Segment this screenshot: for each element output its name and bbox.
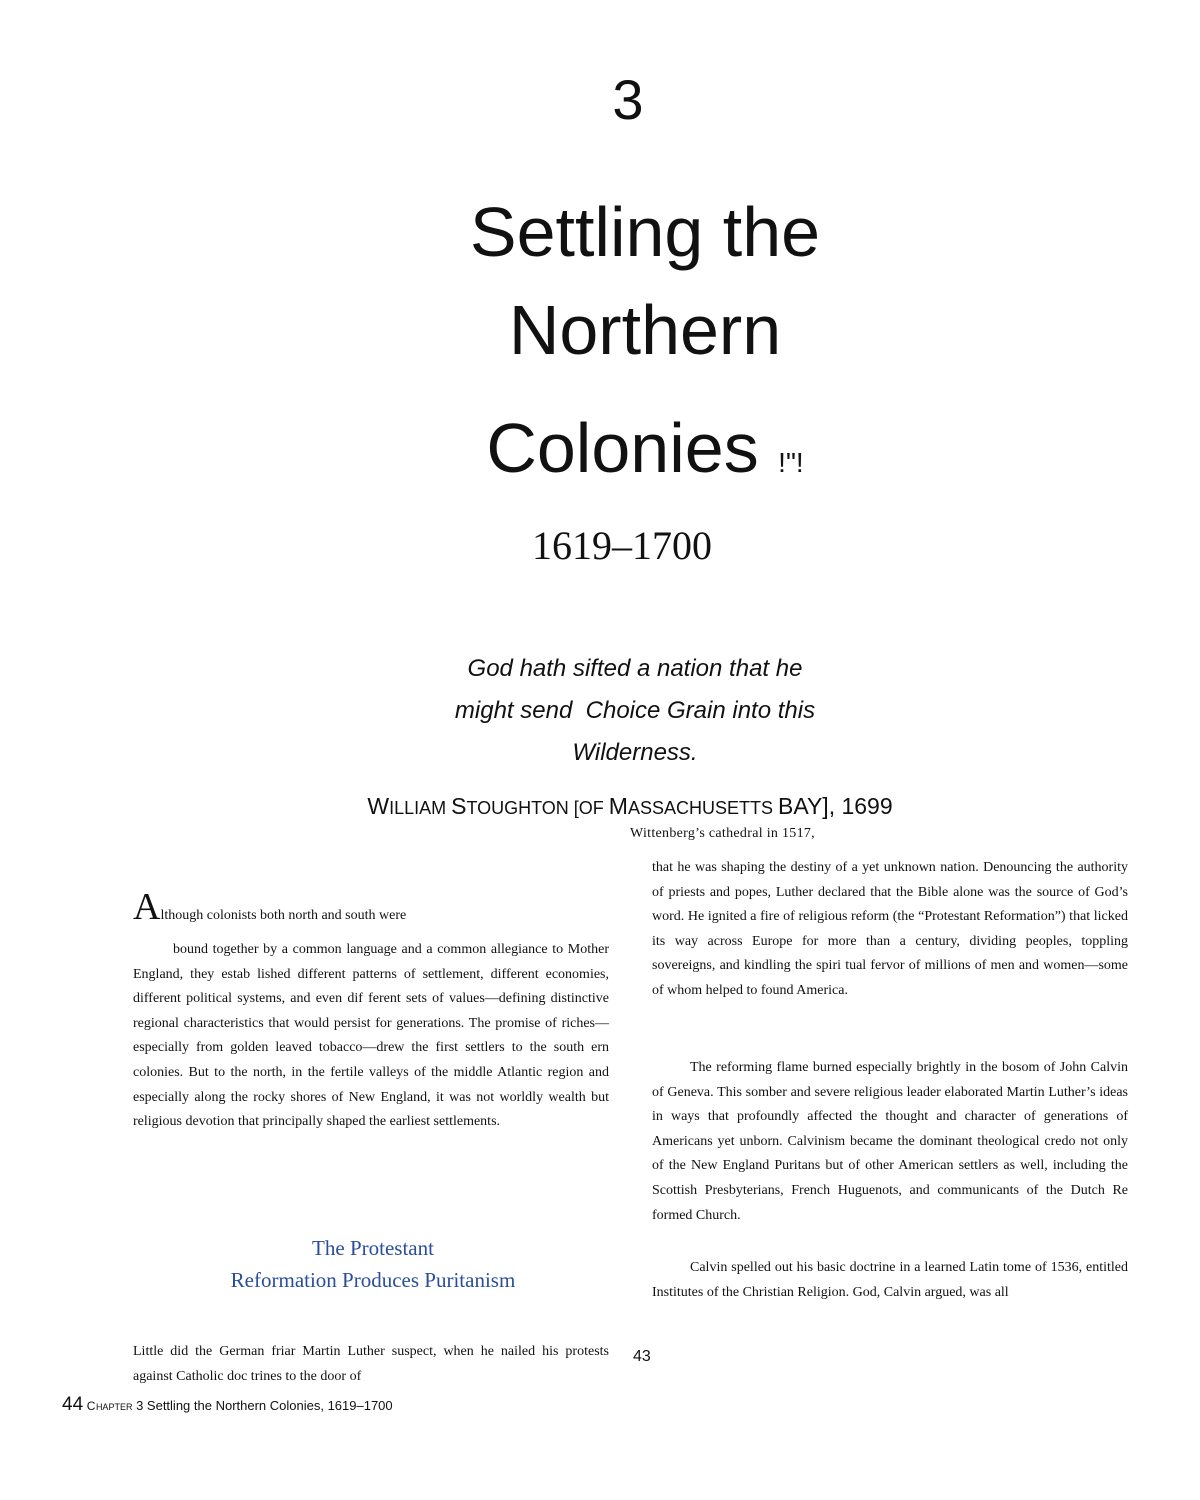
chapter-number: 3 [612, 68, 644, 131]
chapter-title-line-2: Northern [508, 291, 782, 369]
section-heading [133, 1232, 613, 1296]
attr-cap-b: B [777, 793, 794, 819]
attr-rest-m: ASSACHUSETTS [627, 798, 778, 818]
epigraph-attribution [300, 792, 960, 822]
section-heading-line-1: The Protestant [312, 1236, 434, 1260]
footer-page-number: 44 [62, 1394, 84, 1415]
chapter-title-word: Colonies [486, 409, 759, 487]
footer-chapter-rest: HAPTER [95, 1402, 133, 1412]
section-heading-line-2: Reformation Produces Puritanism [230, 1268, 516, 1292]
left-paragraph-1: bound together by a common language and a common allegiance to Mother England, they estab lished different patterns of settlement, different economies, different political systems, and even dif ferent sets of values—defining distinctive regional characteristics that would persist for generations. The promise of riches—especially from golden leaved tobacco—drew the first settlers to the south ern colonies. But to the north, in the fertile valleys of the middle Atlantic region and especially along the rocky shores of New England, it was not worldly wealth but religious devotion that principally shaped the earliest settlements. [133, 942, 609, 1130]
chapter-title-line-1: Settling the [469, 193, 821, 271]
attr-rest-b: AY], 1699 [793, 793, 893, 819]
right-paragraph-3: Calvin spelled out his basic doctrine in a learned Latin tome of 1536, entitled Institutes of the Christian Religion. God, Calvin argued, was all [652, 1260, 1128, 1300]
footer-chapter-cap: C [86, 1399, 96, 1413]
attr-rest-s: TOUGHTON [OF [466, 798, 609, 818]
attr-rest-w: ILLIAM [389, 798, 452, 818]
drop-cap-line [133, 888, 613, 928]
left-paragraph-2: Little did the German friar Martin Luther suspect, when he nailed his protests against Catholic doc trines to the door of [133, 1344, 609, 1384]
chapter-title-line-3 [0, 408, 1200, 503]
attr-cap-w: W [367, 793, 390, 819]
attr-cap-s: S [451, 793, 467, 819]
page-footer [62, 1394, 393, 1418]
epigraph-line-3: Wilderness. [572, 739, 698, 766]
page-number-right: 43 [633, 1348, 651, 1365]
epigraph-line-2: might send Choice Grain into this [454, 697, 816, 724]
footer-chapter-title: 3 Settling the Northern Colonies, 1619–1700 [136, 1398, 393, 1413]
epigraph-quote [380, 648, 890, 774]
right-column-caption: Wittenberg’s cathedral in 1517, [630, 826, 815, 841]
right-paragraph-1: that he was shaping the destiny of a yet unknown nation. Denouncing the authority of priests and popes, Luther declared that the Bible alone was the source of God’s word. He ignited a fire of religious reform (the “Protestant Reformation”) that licked its way across Europe for more than a century, dividing peoples, toppling sovereigns, and kindling the spiri tual fervor of millions of men and women—some of whom helped to found America. [652, 860, 1128, 998]
right-paragraph-2: The reforming flame burned especially brightly in the bosom of John Calvin of Geneva. This somber and severe religious leader elaborated Martin Luther’s ideas in ways that profoundly affected the thought and character of generations of Americans yet unborn. Calvinism became the dominant theological credo not only of the New England Puritans but of other American settlers as well, including the Scottish Presbyterians, French Huguenots, and communicants of the Dutch Re formed Church. [652, 1060, 1128, 1223]
chapter-years: 1619–1700 [532, 523, 712, 568]
drop-cap-rest: lthough colonists both north and south were [160, 908, 407, 923]
title-stray-mark: !"! [778, 447, 804, 478]
drop-cap: A [133, 886, 161, 928]
epigraph-line-1: God hath sifted a nation that he [467, 655, 803, 682]
attr-cap-m: M [608, 793, 628, 819]
